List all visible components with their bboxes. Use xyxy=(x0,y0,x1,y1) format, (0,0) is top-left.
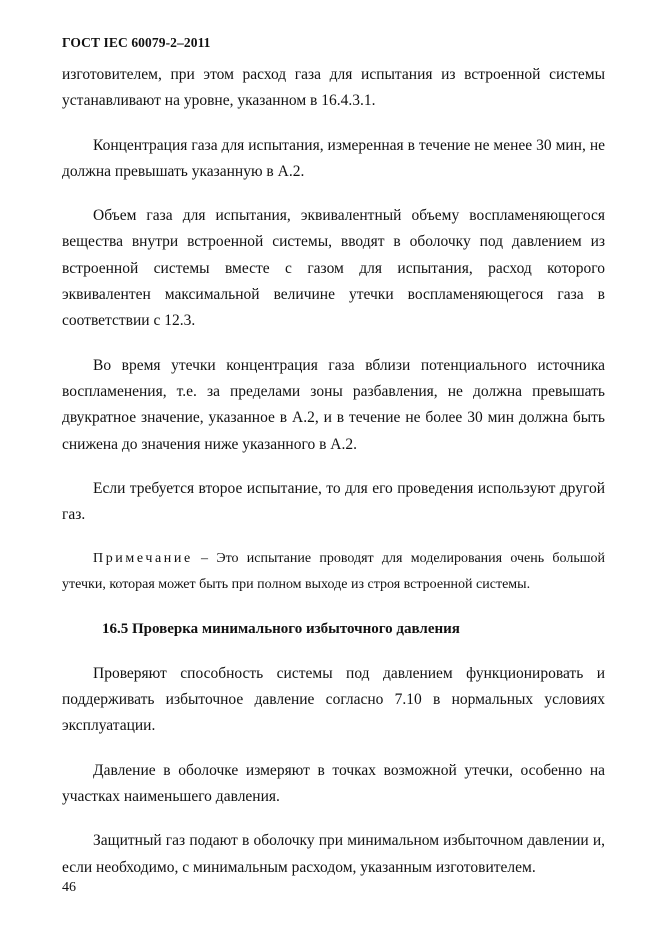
paragraph-continuation: изготовителем, при этом расход газа для испытания из встроенной системы устанавливают на уровне, указанном в 16.4.3.1. xyxy=(62,66,605,110)
paragraph: Проверяют способность системы под давлением функционировать и поддерживать избыточное давление согласно 7.10 в нормальных условиях эксплуатации. xyxy=(62,664,605,735)
paragraph: Концентрация газа для испытания, измеренная в течение не менее 30 мин, не должна превышать указанную в А.2. xyxy=(62,136,605,180)
paragraph: Объем газа для испытания, эквивалентный объему воспламеняющегося вещества внутри встроенной системы, вводят в оболочку под давлением из встроенной системы вместе с газом для испытания, расход которого эквивалентен максимальной величине утечки воспламеняющегося газа в соответствии с 12.3. xyxy=(62,207,605,330)
note-label: Примечание xyxy=(93,551,193,567)
paragraph: Защитный газ подают в оболочку при минимальном избыточном давлении и, если необходимо, с минимальным расходом, указанным изготовителем. xyxy=(62,832,605,876)
paragraph: Во время утечки концентрация газа вблизи потенциального источника воспламенения, т.е. за пределами зоны разбавления, не должна превышать двукратное значение, указанное в А.2, и в течение не более 30 мин должна быть снижена до значения ниже указанного в А.2. xyxy=(62,356,605,453)
note-text: – Это испытание проводят для моделирования очень большой утечки, которая может быть при полном выходе из строя встроенной системы. xyxy=(62,551,605,593)
note-paragraph xyxy=(62,546,605,598)
page-number: 46 xyxy=(62,880,76,895)
paragraph: Давление в оболочке измеряют в точках возможной утечки, особенно на участках наименьшего давления. xyxy=(62,761,605,805)
document-header: ГОСТ IEC 60079-2–2011 xyxy=(62,35,211,50)
paragraph: Если требуется второе испытание, то для его проведения используют другой газ. xyxy=(62,479,605,524)
section-heading: 16.5 Проверка минимального избыточного давления xyxy=(102,621,460,638)
page-body xyxy=(62,62,605,881)
